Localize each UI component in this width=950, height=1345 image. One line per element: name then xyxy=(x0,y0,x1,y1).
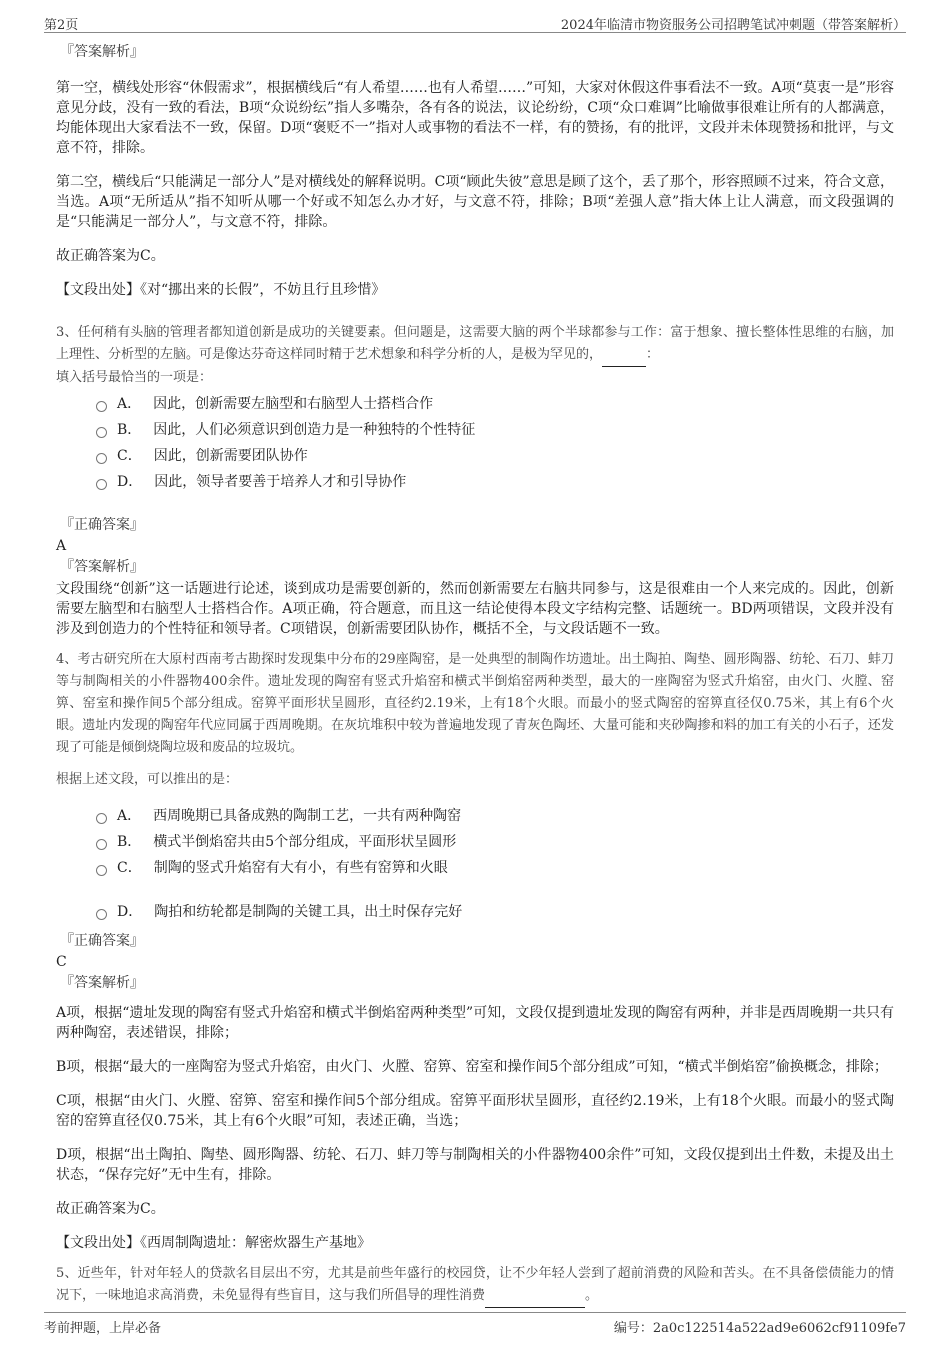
q4-analysis-b: B项，根据“最大的一座陶窑为竖式升焰窑，由火门、火膛、窑箅、窑室和操作间5个部分组成”可知，“横式半倒焰窑”偷换概念，排除； xyxy=(56,1059,888,1075)
q3-question-text xyxy=(56,322,894,367)
q3-analysis: 文段围绕“创新”这一话题进行论述，谈到成功是需要创新的，然而创新需要左右脑共同参与，这是很难由一个人来完成的。因此，创新需要左脑型和右脑型人士搭档合作。A项正确，符合题意，而且这一结论使得本段文字结构完整、话题统一。BD两项错误，文段并没有涉及到创造力的个性特征和领导者。C项错误，创新需要团队协作，概括不全，与文段话题不一致。 xyxy=(56,581,894,637)
radio-icon[interactable] xyxy=(96,453,107,464)
radio-icon[interactable] xyxy=(96,427,107,438)
radio-icon[interactable] xyxy=(96,813,107,824)
radio-icon[interactable] xyxy=(96,909,107,920)
q3-analysis-label: 『答案解析』 xyxy=(60,559,144,575)
q4-analysis-d: D项，根据“出土陶拍、陶垫、圆形陶器、纺轮、石刀、蚌刀等与制陶相关的小件器物400余件”可知，文段仅提到出土件数，未提及出土状态，“保存完好”无中生有，排除。 xyxy=(56,1147,894,1183)
page-content xyxy=(56,40,894,1308)
radio-icon[interactable] xyxy=(96,479,107,490)
q4-option-a[interactable]: A． 西周晚期已具备成熟的陶制工艺，一共有两种陶窑 xyxy=(96,803,894,829)
q2-conclusion: 故正确答案为C。 xyxy=(56,248,165,264)
q4-question-text: 4、考古研究所在大原村西南考古勘探时发现集中分布的29座陶窑，是一处典型的制陶作坊遗址。出土陶拍、陶垫、圆形陶器、纺轮、石刀、蚌刀等与制陶相关的小件器物400余件。遗址发现的陶窑有竖式升焰窑和横式半倒焰窑两种类型，最大的一座陶窑为竖式升焰窑，由火门、火膛、窑箅、窑室和操作间5个部分组成。窑箅平面形状呈圆形，直径约2.19米，上有18个火眼。而最小的竖式陶窑的窑箅直径仅0.75米，其上有6个火眼。遗址内发现的陶窑年代应同属于西周晚期。在灰坑堆积中较为普遍地发现了青灰色陶坯、大量可能和夹砂陶掺和料的加工有关的小石子，还发现了可能是倾倒烧陶垃圾和废品的垃圾坑。 xyxy=(56,652,894,755)
q3-option-a[interactable]: A． 因此，创新需要左脑型和右脑型人士搭档合作 xyxy=(96,391,894,417)
q3-blank xyxy=(602,344,646,367)
q4-instruction: 根据上述文段，可以推出的是： xyxy=(56,772,239,787)
radio-icon[interactable] xyxy=(96,401,107,412)
q2-source: 【文段出处】《对“挪出来的长假”，不妨且行且珍惜》 xyxy=(56,282,386,298)
q5-question-end: 。 xyxy=(585,1288,599,1303)
q3-answer-value: A xyxy=(56,538,67,554)
page-number: 第2页 xyxy=(44,18,79,33)
q4-answer-label: 『正确答案』 xyxy=(60,933,144,949)
q4-source: 【文段出处】《西周制陶遗址：解密炊器生产基地》 xyxy=(56,1235,371,1251)
q4-options xyxy=(96,803,894,925)
footer-slogan: 考前押题，上岸必备 xyxy=(44,1321,162,1336)
q4-option-b[interactable]: B． 横式半倒焰窑共由5个部分组成，平面形状呈圆形 xyxy=(96,829,894,855)
q2-analysis-paragraph-1: 第一空，横线处形容“休假需求”，根据横线后“有人希望……也有人希望……”可知，大家对休假这件事看法不一致。A项“莫衷一是”形容意见分歧，没有一致的看法，B项“众说纷纭”指人多嘴杂，各有各的说法，议论纷纷，C项“众口难调”比喻做事很难让所有的人都满意，均能体现出大家看法不一致，保留。D项“褒贬不一”指对人或事物的看法不一样，有的赞扬，有的批评，文段并未体现赞扬和批评，与文意不符，排除。 xyxy=(56,80,894,156)
q3-instruction: 填入括号最恰当的一项是： xyxy=(56,370,213,385)
q3-answer-label: 『正确答案』 xyxy=(60,517,144,533)
q4-answer-value: C xyxy=(56,954,67,970)
q3-question-end: ： xyxy=(646,347,660,362)
q4-option-c[interactable]: C． 制陶的竖式升焰窑有大有小，有些有窑箅和火眼 xyxy=(96,855,894,881)
document-code: 编号：2a0c122514a522ad9e6062cf91109fe7 xyxy=(613,1321,906,1336)
q5-question-body: 5、近些年，针对年轻人的贷款名目层出不穷，尤其是前些年盛行的校园贷，让不少年轻人尝到了超前消费的风险和苦头。在不具备偿债能力的情况下，一味地追求高消费，未免显得有些盲目，这与我们所倡导的理性消费 xyxy=(56,1266,894,1303)
q3-option-b[interactable]: B． 因此，人们必须意识到创造力是一种独特的个性特征 xyxy=(96,417,894,443)
page-footer xyxy=(44,1312,906,1337)
q4-analysis-a: A项，根据“遗址发现的陶窑有竖式升焰窑和横式半倒焰窑两种类型”可知，文段仅提到遗址发现的陶窑有两种，并非是西周晚期一共只有两种陶窑，表述错误，排除； xyxy=(56,1005,894,1041)
page-header xyxy=(44,10,906,33)
q3-question-body: 3、任何稍有头脑的管理者都知道创新是成功的关键要素。但问题是，这需要大脑的两个半球都参与工作：富于想象、擅长整体性思维的右脑，加上理性、分析型的左脑。可是像达芬奇这样同时精于艺术想象和科学分析的人，是极为罕见的， xyxy=(56,325,894,362)
analysis-label: 『答案解析』 xyxy=(60,44,144,60)
q2-analysis-paragraph-2: 第二空，横线后“只能满足一部分人”是对横线处的解释说明。C项“顾此失彼”意思是顾了这个，丢了那个，形容照顾不过来，符合文意，当选。A项“无所适从”指不知听从哪一个好或不知怎么办才好，与文意不符，排除；B项“差强人意”指大体上让人满意，而文段强调的是“只能满足一部分人”，与文意不符，排除。 xyxy=(56,174,894,230)
q4-option-d[interactable]: D． 陶拍和纺轮都是制陶的关键工具，出土时保存完好 xyxy=(96,899,894,925)
q4-analysis-label: 『答案解析』 xyxy=(60,975,144,991)
q4-conclusion: 故正确答案为C。 xyxy=(56,1201,165,1217)
q3-option-d[interactable]: D． 因此，领导者要善于培养人才和引导协作 xyxy=(96,469,894,495)
q4-analysis-c: C项，根据“由火门、火膛、窑箅、窑室和操作间5个部分组成。窑箅平面形状呈圆形，直径约2.19米，上有18个火眼。而最小的竖式陶窑的窑箅直径仅0.75米，其上有6个火眼”可知，表述正确，当选； xyxy=(56,1093,894,1129)
document-title: 2024年临清市物资服务公司招聘笔试冲刺题（带答案解析） xyxy=(560,18,906,33)
q5-question-text xyxy=(56,1263,894,1308)
q5-blank xyxy=(485,1285,585,1308)
radio-icon[interactable] xyxy=(96,865,107,876)
radio-icon[interactable] xyxy=(96,839,107,850)
q3-options xyxy=(96,391,894,495)
q3-option-c[interactable]: C． 因此，创新需要团队协作 xyxy=(96,443,894,469)
